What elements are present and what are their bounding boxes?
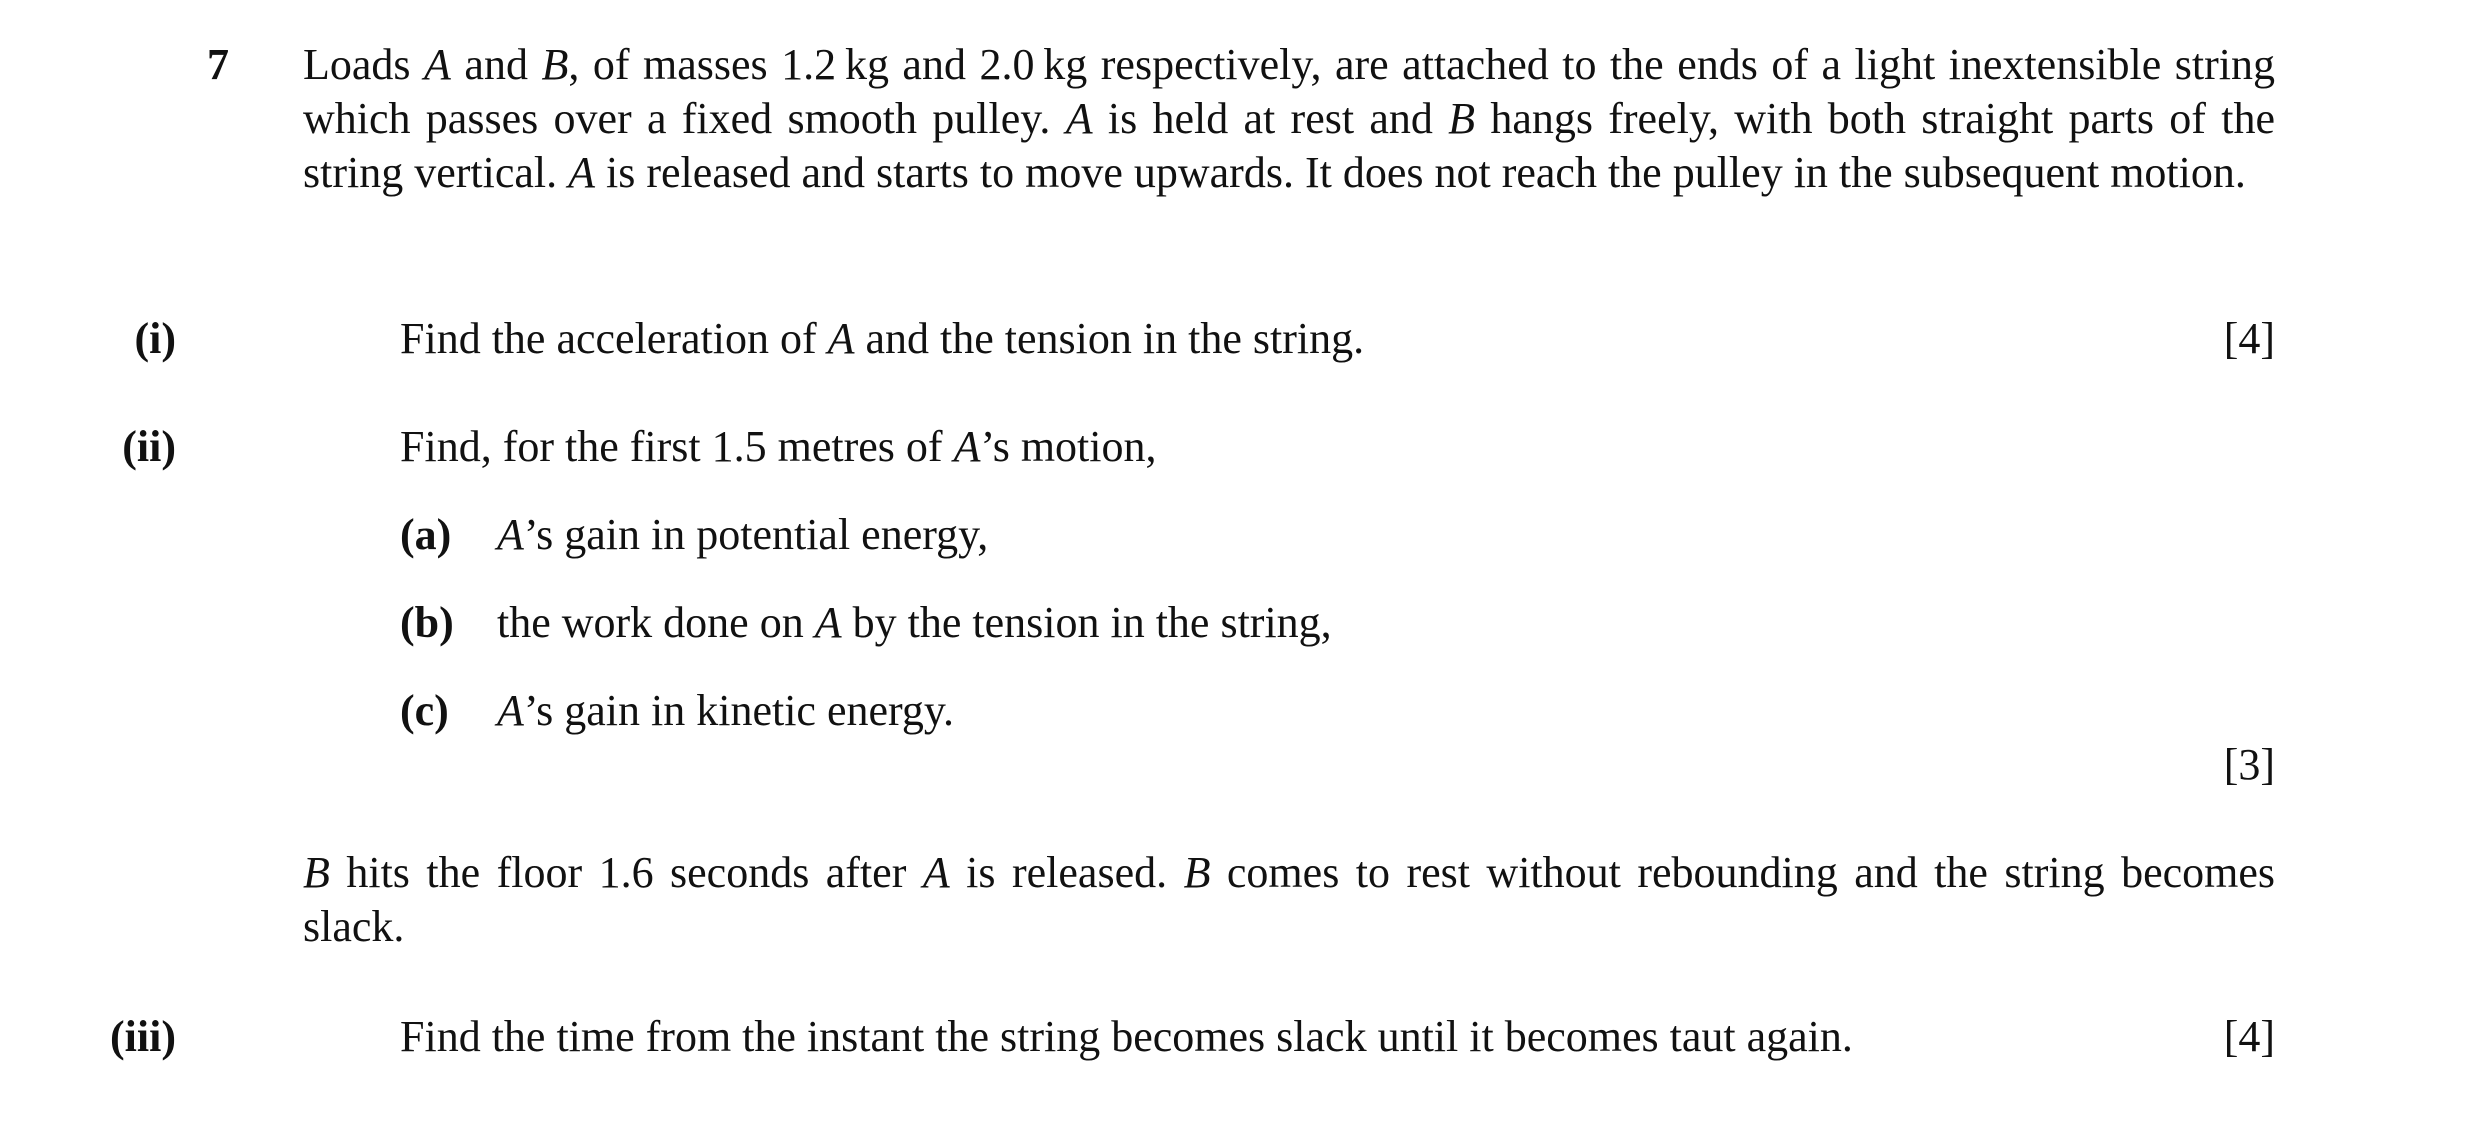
intro-text: hangs freely, with both straight parts of the string vertical. <box>303 94 2275 197</box>
var-a: A <box>568 148 596 197</box>
part-iii-label: (iii) <box>110 1012 176 1061</box>
question-number: 7 <box>207 40 229 89</box>
text: hits the floor 1.6 seconds after <box>329 848 923 897</box>
part-ii-a <box>0 508 2275 562</box>
part-i-text <box>400 312 1364 366</box>
part-iii <box>0 1010 2275 1064</box>
var-a: A <box>827 314 855 363</box>
var-a: A <box>814 598 842 647</box>
part-ii-text <box>400 420 1157 474</box>
part-ii-b-text <box>497 596 1332 650</box>
question-intro <box>303 38 2275 200</box>
part-ii-c <box>0 684 2275 738</box>
intro-text: is held at rest and <box>1092 94 1449 143</box>
part-ii-a-text <box>497 508 988 562</box>
intro-text: Loads <box>303 40 425 89</box>
part-i <box>0 312 2275 366</box>
var-a: A <box>922 848 950 897</box>
part-ii-a-label: (a) <box>400 510 452 559</box>
text: by the tension in the string, <box>841 598 1332 647</box>
part-ii-marks: [3] <box>2223 740 2275 789</box>
part-ii <box>0 420 2275 474</box>
text: ’s gain in potential energy, <box>523 510 989 559</box>
part-i-label: (i) <box>134 314 176 363</box>
intro-text: and <box>450 40 542 89</box>
var-b: B <box>1448 94 1476 143</box>
part-ii-marks-row <box>0 738 2275 792</box>
text: ’s gain in kinetic energy. <box>523 686 955 735</box>
text: the work done on <box>497 598 815 647</box>
part-ii-c-label: (c) <box>400 686 449 735</box>
var-a: A <box>424 40 451 89</box>
part-iii-text: Find the time from the instant the string becomes slack until it becomes taut again. <box>400 1012 1853 1061</box>
part-iii-marks: [4] <box>2223 1012 2275 1061</box>
part-i-marks: [4] <box>2223 314 2275 363</box>
var-a: A <box>497 686 524 735</box>
text: Find, for the first 1.5 metres of <box>400 422 954 471</box>
text: Find the acceleration of <box>400 314 828 363</box>
part-ii-b-label: (b) <box>400 598 454 647</box>
var-a: A <box>953 422 981 471</box>
part-ii-c-text <box>497 684 954 738</box>
text: and the tension in the string. <box>854 314 1365 363</box>
text: ’s motion, <box>980 422 1157 471</box>
mid-paragraph <box>303 846 2275 954</box>
var-a: A <box>1065 94 1093 143</box>
var-a: A <box>497 510 524 559</box>
var-b: B <box>1183 848 1211 897</box>
part-ii-label: (ii) <box>122 422 176 471</box>
var-b: B <box>303 848 330 897</box>
text: comes to rest without rebounding and the string becomes slack. <box>303 848 2276 951</box>
text: is released. <box>949 848 1184 897</box>
intro-text: is released and starts to move upwards. It does not reach the pulley in the subsequent motion. <box>595 148 2246 197</box>
part-ii-b <box>0 596 2275 650</box>
var-b: B <box>541 40 569 89</box>
intro-text: , of masses 1.2 kg and 2.0 kg respectively, are attached to the ends of a light inextensible string which passes over a fixed smooth pulley. <box>303 40 2276 143</box>
